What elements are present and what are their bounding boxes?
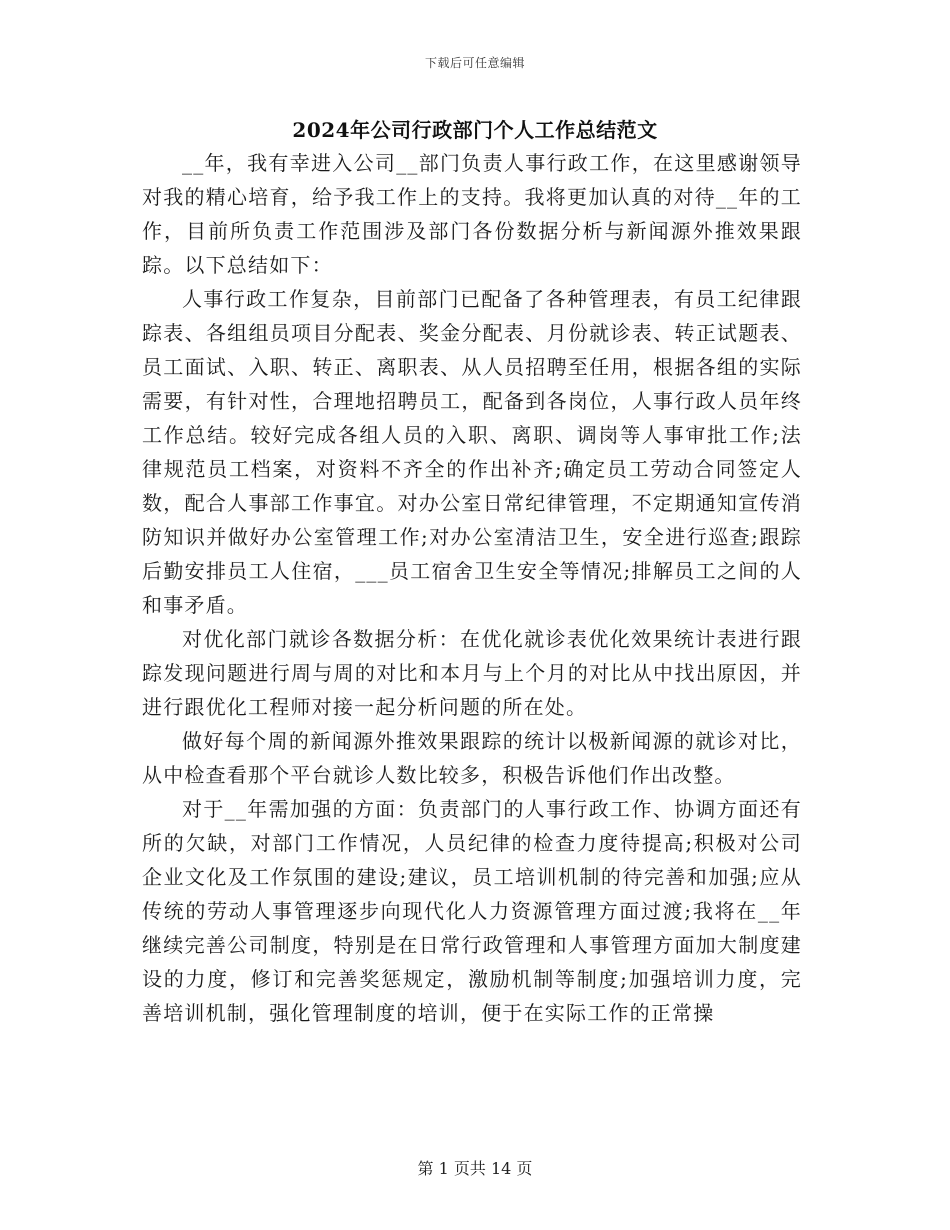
paragraph-3: 对优化部门就诊各数据分析：在优化就诊表优化效果统计表进行跟踪发现问题进行周与周的对比和本月与上个月的对比从中找出原因，并进行跟优化工程师对接一起分析问题的所在处。 [142,627,802,719]
paragraph-2: 人事行政工作复杂，目前部门已配备了各种管理表，有员工纪律跟踪表、各组组员项目分配表、奖金分配表、月份就诊表、转正试题表、员工面试、入职、转正、离职表、从人员招聘至任用，根据各组的实际需要，有针对性，合理地招聘员工，配备到各岗位，人事行政人员年终工作总结。较好完成各组人员的入职、离职、调岗等人事审批工作;法律规范员工档案，对资料不齐全的作出补齐;确定员工劳动合同签定人数，配合人事部工作事宜。对办公室日常纪律管理，不定期通知宣传消防知识并做好办公室管理工作;对办公室清洁卫生，安全进行巡查;跟踪后勤安排员工人住宿，___员工宿舍卫生安全等情况;排解员工之间的人和事矛盾。 [142,287,802,617]
paragraph-1: __年，我有幸进入公司__部门负责人事行政工作，在这里感谢领导对我的精心培育，给予我工作上的支持。我将更加认真的对待__年的工作，目前所负责工作范围涉及部门各份数据分析与新闻源外推效果跟踪。以下总结如下： [142,151,802,277]
document-body [142,146,802,1030]
header-note: 下载后可任意编辑 [424,56,525,70]
document-title: 2024年公司行政部门个人工作总结范文 [292,118,658,142]
paragraph-4: 做好每个周的新闻源外推效果跟踪的统计以极新闻源的就诊对比，从中检查看那个平台就诊人数比较多，积极告诉他们作出改整。 [142,729,802,787]
page-number: 第 1 页共 14 页 [417,1159,533,1178]
paragraph-5: 对于__年需加强的方面：负责部门的人事行政工作、协调方面还有所的欠缺，对部门工作情况，人员纪律的检查力度待提高;积极对公司企业文化及工作氛围的建设;建议，员工培训机制的待完善和加强;应从传统的劳动人事管理逐步向现代化人力资源管理方面过渡;我将在__年继续完善公司制度，特别是在日常行政管理和人事管理方面加大制度建设的力度，修订和完善奖惩规定，激励机制等制度;加强培训力度，完善培训机制，强化管理制度的培训，便于在实际工作的正常操 [142,797,802,1025]
